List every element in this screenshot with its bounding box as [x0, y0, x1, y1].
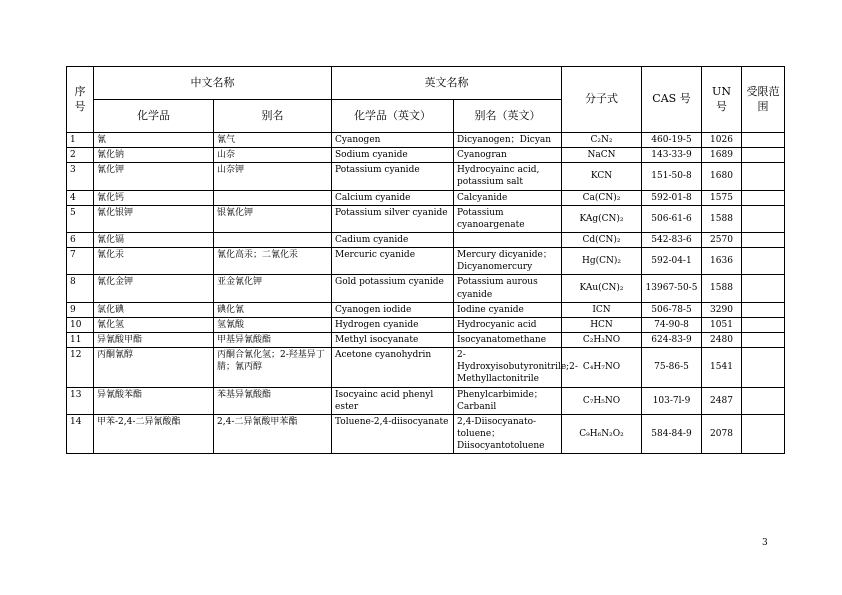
- cell-cn-alias: 山奈: [214, 148, 332, 163]
- cell-formula: C₄H₇NO: [562, 348, 642, 387]
- cell-cn-chemical: 氰: [94, 133, 214, 148]
- cell-cn-chemical: 氰化氢: [94, 317, 214, 332]
- cell-cn-alias: 碘化氰: [214, 302, 332, 317]
- cell-cas: 75-86-5: [642, 348, 702, 387]
- cell-scope: [742, 302, 785, 317]
- cell-en-alias: Dicyanogen；Dicyan: [454, 133, 562, 148]
- cell-cn-chemical: 异氰酸苯酯: [94, 387, 214, 414]
- header-scope: 受限范围: [742, 67, 785, 133]
- header-formula: 分子式: [562, 67, 642, 133]
- cell-un: 3290: [702, 302, 742, 317]
- cell-cn-chemical: 氰化汞: [94, 248, 214, 275]
- header-un: UN 号: [702, 67, 742, 133]
- cell-cn-chemical: 氰化镉: [94, 232, 214, 247]
- cell-seq: 14: [67, 414, 94, 453]
- cell-en-alias: Cyanogran: [454, 148, 562, 163]
- cell-cn-alias: [214, 232, 332, 247]
- header-cn-chemical: 化学品: [94, 100, 214, 133]
- cell-en-alias: Isocyanatomethane: [454, 332, 562, 347]
- table-row: [67, 163, 785, 190]
- cell-scope: [742, 163, 785, 190]
- cell-cn-chemical: 氰化钾: [94, 163, 214, 190]
- cell-cn-chemical: 异氰酸甲酯: [94, 332, 214, 347]
- table-row: [67, 248, 785, 275]
- cell-en-chemical: Gold potassium cyanide: [332, 275, 454, 302]
- cell-seq: 4: [67, 190, 94, 205]
- table-row: [67, 317, 785, 332]
- cell-scope: [742, 190, 785, 205]
- cell-cas: 592-04-1: [642, 248, 702, 275]
- cell-cn-alias: 甲基异氰酸酯: [214, 332, 332, 347]
- cell-en-chemical: Methyl isocyanate: [332, 332, 454, 347]
- cell-un: 1541: [702, 348, 742, 387]
- cell-formula: Cd(CN)₂: [562, 232, 642, 247]
- cell-formula: Ca(CN)₂: [562, 190, 642, 205]
- table-row: [67, 148, 785, 163]
- cell-seq: 3: [67, 163, 94, 190]
- cell-scope: [742, 148, 785, 163]
- cell-cn-alias: 亚金氰化钾: [214, 275, 332, 302]
- cell-seq: 2: [67, 148, 94, 163]
- chemical-table: [66, 66, 785, 454]
- cell-scope: [742, 248, 785, 275]
- cell-cas: 74-90-8: [642, 317, 702, 332]
- cell-seq: 6: [67, 232, 94, 247]
- table-row: [67, 302, 785, 317]
- cell-scope: [742, 414, 785, 453]
- cell-en-chemical: Cyanogen iodide: [332, 302, 454, 317]
- cell-un: 1575: [702, 190, 742, 205]
- cell-un: 2480: [702, 332, 742, 347]
- cell-en-alias: Potassium cyanoargenate: [454, 205, 562, 232]
- cell-en-alias: Mercury dicyanide；Dicyanomercury: [454, 248, 562, 275]
- cell-un: 1051: [702, 317, 742, 332]
- cell-en-alias: Hydrocyainc acid, potassium salt: [454, 163, 562, 190]
- cell-scope: [742, 348, 785, 387]
- cell-seq: 10: [67, 317, 94, 332]
- cell-seq: 9: [67, 302, 94, 317]
- cell-cn-chemical: 氰化钠: [94, 148, 214, 163]
- cell-formula: ICN: [562, 302, 642, 317]
- header-chinese-name: 中文名称: [94, 67, 332, 100]
- cell-seq: 11: [67, 332, 94, 347]
- table-row: [67, 414, 785, 453]
- cell-cas: 151-50-8: [642, 163, 702, 190]
- cell-scope: [742, 332, 785, 347]
- cell-cn-alias: 氰气: [214, 133, 332, 148]
- cell-en-alias: 2-Hydroxyisobutyronitrile;2-Methyllactonitrile: [454, 348, 562, 387]
- cell-formula: C₇H₅NO: [562, 387, 642, 414]
- cell-seq: 5: [67, 205, 94, 232]
- header-cas: CAS 号: [642, 67, 702, 133]
- cell-cas: 460-19-5: [642, 133, 702, 148]
- header-en-chemical: 化学品（英文）: [332, 100, 454, 133]
- table-row: [67, 232, 785, 247]
- cell-seq: 7: [67, 248, 94, 275]
- cell-cn-alias: 2,4-二异氰酸甲苯酯: [214, 414, 332, 453]
- cell-cas: 584-84-9: [642, 414, 702, 453]
- cell-cas: 592-01-8: [642, 190, 702, 205]
- cell-un: 1588: [702, 205, 742, 232]
- cell-un: 2570: [702, 232, 742, 247]
- cell-en-chemical: Mercuric cyanide: [332, 248, 454, 275]
- cell-cn-alias: 银氰化钾: [214, 205, 332, 232]
- cell-formula: Hg(CN)₂: [562, 248, 642, 275]
- cell-en-alias: 2,4-Diisocyanato-toluene；Diisocyantotoluene: [454, 414, 562, 453]
- cell-cn-chemical: 氰化银钾: [94, 205, 214, 232]
- cell-cn-alias: [214, 190, 332, 205]
- cell-cas: 143-33-9: [642, 148, 702, 163]
- cell-en-chemical: Toluene-2,4-diisocyanate: [332, 414, 454, 453]
- cell-en-alias: Phenylcarbimide；Carbanil: [454, 387, 562, 414]
- cell-en-chemical: Acetone cyanohydrin: [332, 348, 454, 387]
- cell-formula: C₂N₂: [562, 133, 642, 148]
- cell-seq: 12: [67, 348, 94, 387]
- cell-scope: [742, 205, 785, 232]
- cell-en-alias: Potassium aurous cyanide: [454, 275, 562, 302]
- cell-scope: [742, 275, 785, 302]
- cell-cas: 103-7l-9: [642, 387, 702, 414]
- cell-cn-chemical: 氯化碘: [94, 302, 214, 317]
- cell-cn-alias: 苯基异氰酸酯: [214, 387, 332, 414]
- header-english-name: 英文名称: [332, 67, 562, 100]
- cell-cn-chemical: 甲苯-2,4-二异氰酸酯: [94, 414, 214, 453]
- cell-un: 1026: [702, 133, 742, 148]
- cell-cas: 624-83-9: [642, 332, 702, 347]
- cell-cn-chemical: 丙酮氰醇: [94, 348, 214, 387]
- cell-en-alias: Hydrocyanic acid: [454, 317, 562, 332]
- page-number: 3: [762, 538, 768, 548]
- table-row: [67, 205, 785, 232]
- table-row: [67, 190, 785, 205]
- cell-en-chemical: Potassium silver cyanide: [332, 205, 454, 232]
- table-body: [67, 133, 785, 454]
- cell-un: 1689: [702, 148, 742, 163]
- cell-en-chemical: Isocyainc acid phenyl ester: [332, 387, 454, 414]
- cell-cas: 542-83-6: [642, 232, 702, 247]
- cell-seq: 1: [67, 133, 94, 148]
- cell-en-chemical: Potassium cyanide: [332, 163, 454, 190]
- cell-en-chemical: Cadium cyanide: [332, 232, 454, 247]
- cell-cas: 506-78-5: [642, 302, 702, 317]
- cell-cn-alias: 山奈钾: [214, 163, 332, 190]
- cell-cas: 13967-50-5: [642, 275, 702, 302]
- cell-un: 1680: [702, 163, 742, 190]
- cell-un: 2487: [702, 387, 742, 414]
- cell-en-alias: Calcyanide: [454, 190, 562, 205]
- cell-scope: [742, 232, 785, 247]
- cell-cn-alias: 氢氰酸: [214, 317, 332, 332]
- cell-seq: 8: [67, 275, 94, 302]
- table-row: [67, 348, 785, 387]
- cell-cas: 506-61-6: [642, 205, 702, 232]
- header-seq: 序号: [67, 67, 94, 133]
- cell-seq: 13: [67, 387, 94, 414]
- cell-en-alias: Iodine cyanide: [454, 302, 562, 317]
- cell-formula: HCN: [562, 317, 642, 332]
- table-row: [67, 332, 785, 347]
- cell-cn-chemical: 氰化钙: [94, 190, 214, 205]
- cell-en-alias: [454, 232, 562, 247]
- cell-cn-chemical: 氰化金钾: [94, 275, 214, 302]
- cell-formula: C₉H₆N₂O₂: [562, 414, 642, 453]
- cell-un: 1636: [702, 248, 742, 275]
- cell-formula: KAg(CN)₂: [562, 205, 642, 232]
- cell-en-chemical: Cyanogen: [332, 133, 454, 148]
- cell-scope: [742, 133, 785, 148]
- header-en-alias: 别名（英文）: [454, 100, 562, 133]
- cell-formula: NaCN: [562, 148, 642, 163]
- table-row: [67, 275, 785, 302]
- cell-formula: C₂H₃NO: [562, 332, 642, 347]
- cell-scope: [742, 387, 785, 414]
- header-cn-alias: 别名: [214, 100, 332, 133]
- table-row: [67, 133, 785, 148]
- cell-un: 1588: [702, 275, 742, 302]
- cell-en-chemical: Hydrogen cyanide: [332, 317, 454, 332]
- table-row: [67, 387, 785, 414]
- cell-en-chemical: Sodium cyanide: [332, 148, 454, 163]
- cell-scope: [742, 317, 785, 332]
- cell-un: 2078: [702, 414, 742, 453]
- cell-formula: KCN: [562, 163, 642, 190]
- cell-cn-alias: 氰化高汞；二氰化汞: [214, 248, 332, 275]
- cell-en-chemical: Calcium cyanide: [332, 190, 454, 205]
- cell-formula: KAu(CN)₂: [562, 275, 642, 302]
- cell-cn-alias: 丙酮合氰化氢；2-羟基异丁腈；氰丙醇: [214, 348, 332, 387]
